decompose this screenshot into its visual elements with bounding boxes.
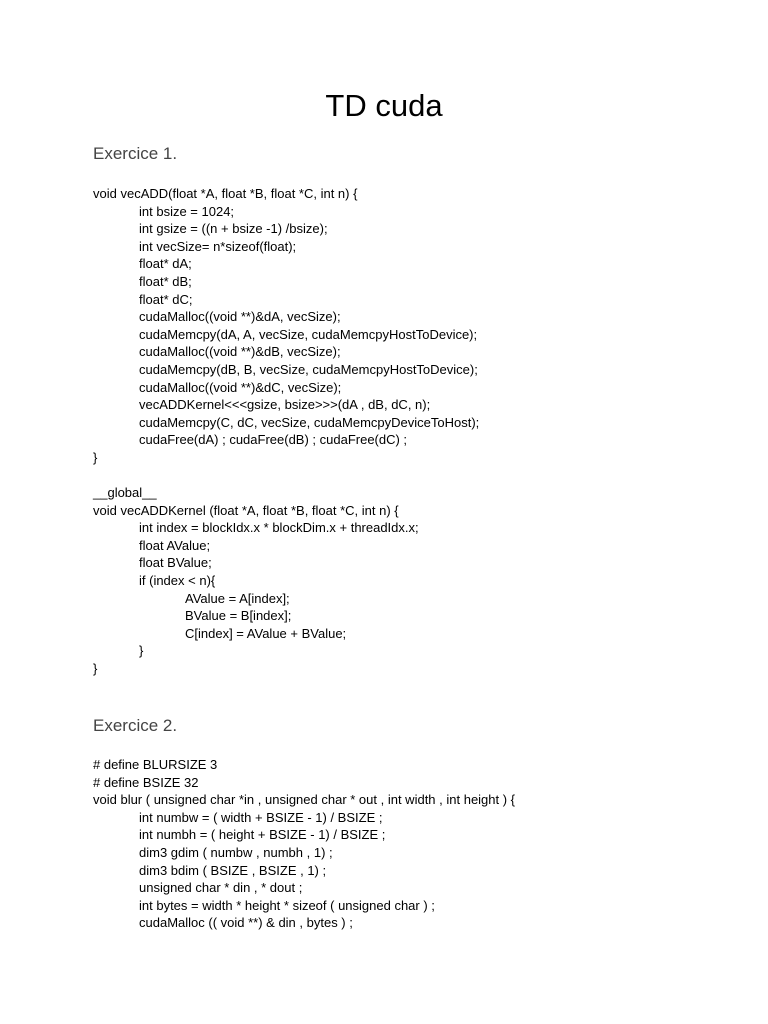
code-line: int vecSize= n*sizeof(float); [139, 238, 297, 254]
code-line: vecADDKernel<<<gsize, bsize>>>(dA , dB, dC, n); [139, 397, 431, 413]
blur-code-block [93, 756, 515, 932]
vecadd-code-block [93, 185, 479, 467]
code-line: cudaMalloc((void **)&dA, vecSize); [139, 309, 341, 325]
code-line: float* dA; [139, 256, 192, 272]
page-title: TD cuda [325, 88, 443, 123]
code-line: unsigned char * din , * dout ; [139, 880, 303, 896]
exercise-1-heading: Exercice 1. [93, 144, 178, 163]
code-line: } [93, 449, 98, 465]
code-line: float* dB; [139, 273, 192, 289]
code-line: cudaMalloc((void **)&dB, vecSize); [139, 344, 341, 360]
code-line: float* dC; [139, 291, 193, 307]
code-line: __global__ [93, 485, 157, 500]
code-line: cudaMalloc((void **)&dC, vecSize); [139, 379, 342, 395]
code-line: int bsize = 1024; [139, 203, 235, 219]
code-line: void vecADD(float *A, float *B, float *C, int n) { [93, 186, 358, 201]
code-line: } [93, 660, 98, 676]
code-line: } [139, 643, 144, 659]
code-line: float BValue; [139, 555, 212, 571]
code-line: AValue = A[index]; [185, 590, 290, 606]
code-line: cudaMemcpy(C, dC, vecSize, cudaMemcpyDeviceToHost); [139, 414, 480, 430]
code-line: dim3 bdim ( BSIZE , BSIZE , 1) ; [139, 862, 327, 878]
exercise-2-heading: Exercice 2. [93, 716, 178, 735]
code-line: BValue = B[index]; [185, 608, 292, 624]
code-line: int index = blockIdx.x * blockDim.x + threadIdx.x; [139, 520, 419, 536]
code-line: cudaMalloc (( void **) & din , bytes ) ; [139, 915, 353, 931]
code-line: C[index] = AValue + BValue; [185, 625, 347, 641]
code-line: int gsize = ((n + bsize -1) /bsize); [139, 221, 328, 237]
code-line: dim3 gdim ( numbw , numbh , 1) ; [139, 844, 333, 860]
code-line: if (index < n){ [139, 572, 216, 588]
code-line: int numbw = ( width + BSIZE - 1) / BSIZE ; [139, 809, 383, 825]
vecadd-kernel-code-block [93, 484, 419, 678]
code-line: void vecADDKernel (float *A, float *B, float *C, int n) { [93, 502, 399, 518]
code-line: cudaMemcpy(dB, B, vecSize, cudaMemcpyHostToDevice); [139, 361, 478, 377]
code-line: int numbh = ( height + BSIZE - 1) / BSIZE ; [139, 827, 386, 843]
code-line: # define BSIZE 32 [93, 774, 199, 790]
code-line: int bytes = width * height * sizeof ( unsigned char ) ; [139, 897, 435, 913]
code-line: void blur ( unsigned char *in , unsigned char * out , int width , int height ) { [93, 792, 516, 808]
code-line: float AValue; [139, 537, 211, 553]
code-line: cudaMemcpy(dA, A, vecSize, cudaMemcpyHostToDevice); [139, 326, 478, 342]
code-line: cudaFree(dA) ; cudaFree(dB) ; cudaFree(dC) ; [139, 432, 408, 448]
code-line: # define BLURSIZE 3 [93, 757, 218, 772]
